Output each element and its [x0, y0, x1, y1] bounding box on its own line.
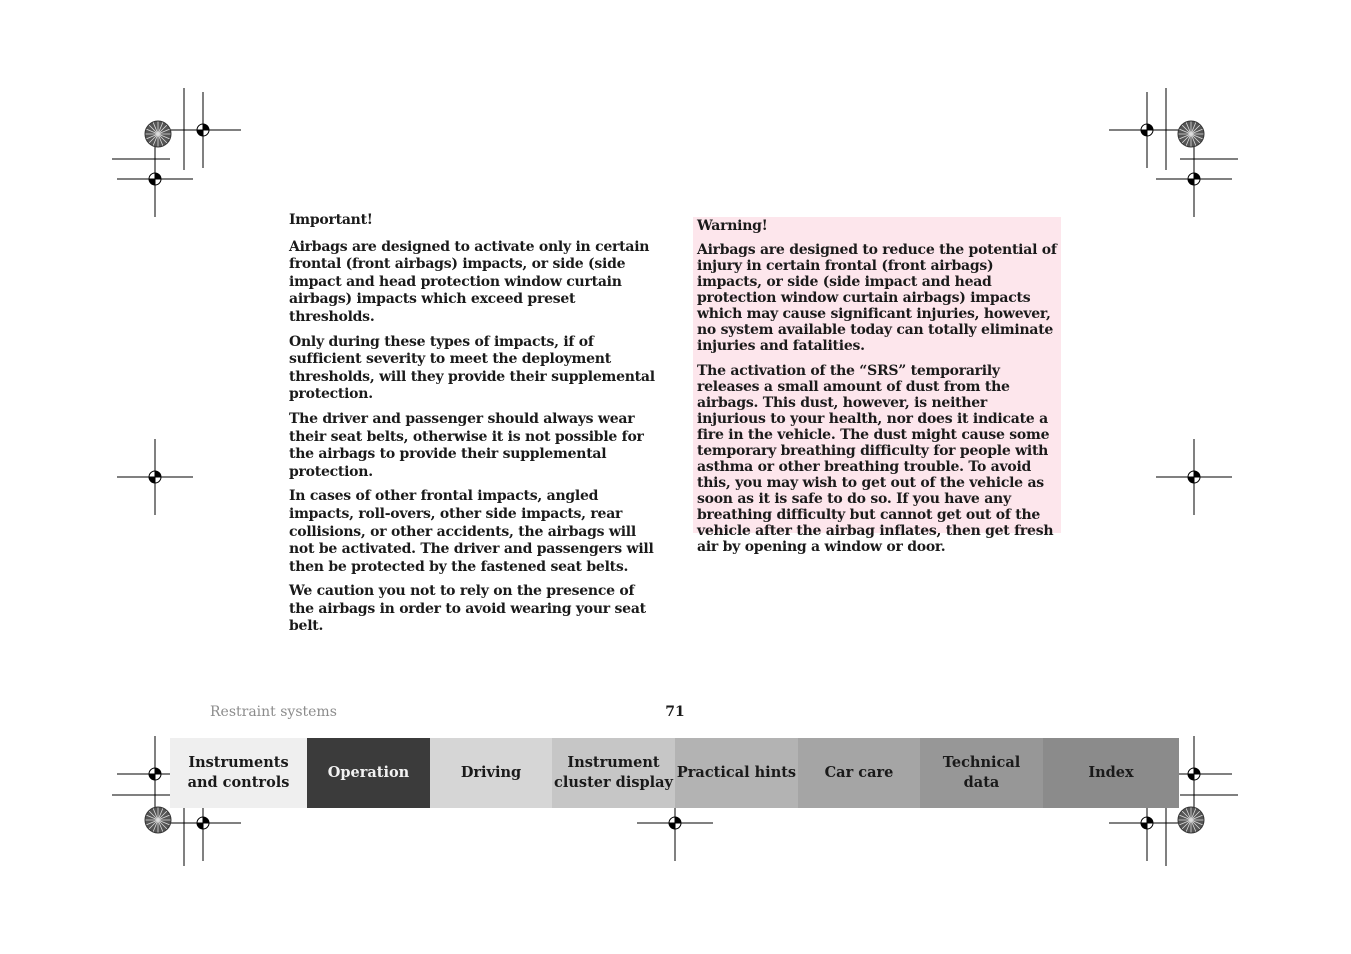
warning-box: [693, 217, 1061, 555]
important-paragraph: We caution you not to rely on the presence of the airbags in order to avoid wearing your seat belt.: [289, 583, 646, 635]
chapter-tab-bar: [170, 738, 1179, 808]
section-title: Restraint systems: [210, 704, 337, 720]
important-paragraph: Airbags are designed to activate only in certain frontal (front airbags) impacts, or side (side impact and head protection window curtain airbags) impacts which exceed preset thresholds.: [289, 238, 650, 325]
important-heading: Important!: [289, 212, 373, 228]
important-note: [289, 212, 661, 643]
tab-car-care[interactable]: Car care: [798, 738, 920, 808]
important-paragraph: In cases of other frontal impacts, angled impacts, roll-overs, other side impacts, rear collisions, or other accidents, the airbags will not be activated. The driver and passengers will then be protected by the fastened seat belts.: [289, 488, 654, 575]
tab-technical-data[interactable]: Technical data: [920, 738, 1043, 808]
warning-heading: Warning!: [697, 218, 768, 234]
tab-driving[interactable]: Driving: [430, 738, 552, 808]
tab-index[interactable]: Index: [1043, 738, 1179, 808]
important-paragraph: Only during these types of impacts, if of sufficient severity to meet the deployment thresholds, will they provide their supplemental protection.: [289, 333, 655, 403]
tab-instrument-cluster-display[interactable]: Instrument cluster display: [552, 738, 675, 808]
tab-instruments-and-controls[interactable]: Instruments and controls: [170, 738, 307, 808]
warning-paragraph: Airbags are designed to reduce the potential of injury in certain frontal (front airbags) impacts, or side (side impact and head protection window curtain airbags) impacts which may cause significant injuries, however, no system available today can totally eliminate injuries and fatalities.: [697, 242, 1057, 354]
warning-paragraph: The activation of the “SRS” temporarily releases a small amount of dust from the airbags. This dust, however, is neither injurious to your health, nor does it indicate a fire in the vehicle. The dust might cause some temporary breathing difficulty for people with asthma or other breathing trouble. To avoid this, you may wish to get out of the vehicle as soon as it is safe to do so. If you have any breathing difficulty but cannot get out of the vehicle after the airbag inflates, then get fresh air by opening a window or door.: [697, 363, 1054, 555]
page-number: 71: [665, 704, 685, 720]
tab-practical-hints[interactable]: Practical hints: [675, 738, 798, 808]
tab-operation[interactable]: Operation: [307, 738, 430, 808]
important-paragraph: The driver and passenger should always wear their seat belts, otherwise it is not possible for the airbags to provide their supplemental protection.: [289, 410, 644, 480]
